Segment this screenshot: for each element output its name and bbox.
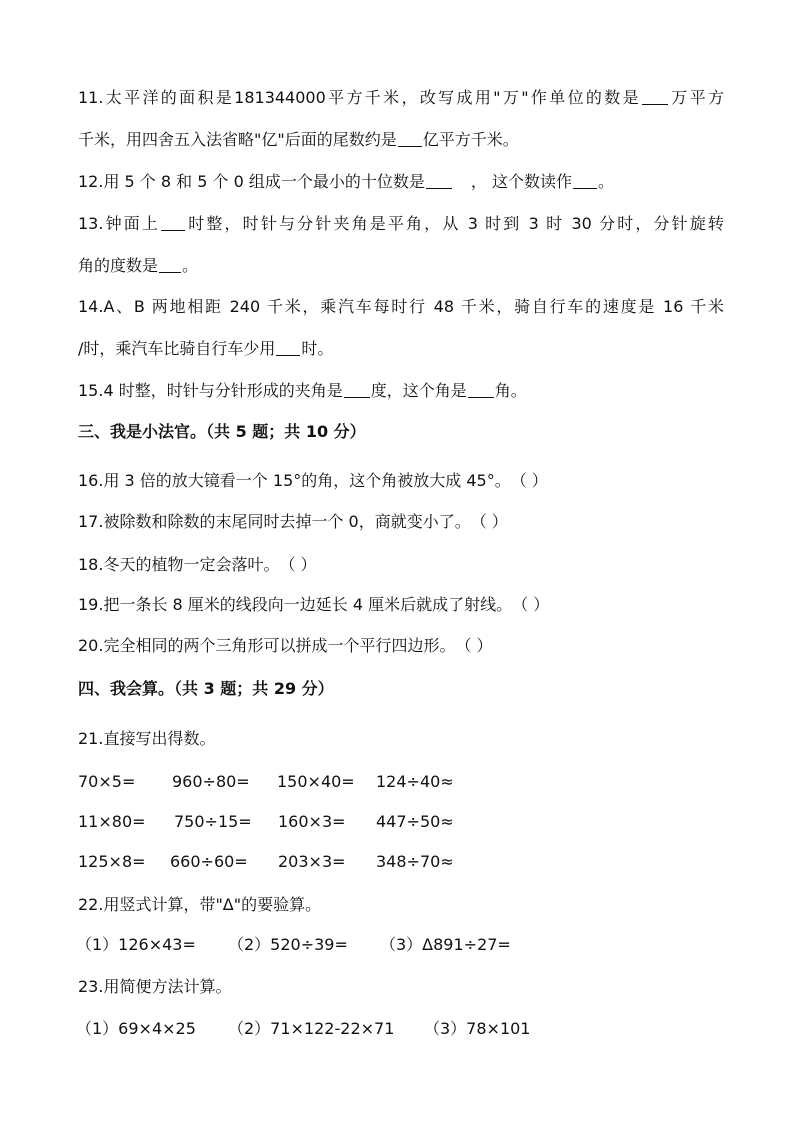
answer-parentheses[interactable]: （ ） [510, 471, 548, 490]
calc-item: 447÷50≈ [376, 812, 454, 831]
answer-blank[interactable] [426, 172, 452, 189]
answer-blank[interactable] [344, 381, 370, 398]
question-23-prompt: 23.用简便方法计算。 [78, 977, 232, 996]
question-18: 18.冬天的植物一定会落叶。（ ） [78, 555, 317, 574]
calc-item: 750÷15= [174, 812, 252, 831]
calc-item: 660÷60= [170, 852, 248, 871]
question-14-line2: /时，乘汽车比骑自行车少用 时。 [78, 339, 334, 358]
question-11-line1: 11.太平洋的面积是181344000平方千米，改写成用"万"作单位的数是 万平方 [78, 88, 724, 107]
question-11-line2: 千米，用四舍五入法省略"亿"后面的尾数约是 亿平方千米。 [78, 130, 519, 149]
answer-blank[interactable] [276, 339, 300, 356]
answer-parentheses[interactable]: （ ） [470, 512, 508, 531]
calc-item: （1）126×43= [76, 935, 196, 954]
answer-blank[interactable] [573, 172, 597, 189]
calc-item: 348÷70≈ [376, 852, 454, 871]
calc-item: （2）520÷39= [228, 935, 348, 954]
calc-item: （3）Δ891÷27= [380, 935, 511, 954]
question-17: 17.被除数和除数的末尾同时去掉一个 0，商就变小了。（ ） [78, 512, 508, 531]
answer-blank[interactable] [642, 88, 668, 105]
section-4-title: 四、我会算。（共 3 题；共 29 分） [78, 679, 334, 698]
answer-blank[interactable] [398, 130, 422, 147]
question-19: 19.把一条长 8 厘米的线段向一边延长 4 厘米后就成了射线。（ ） [78, 595, 550, 614]
answer-blank[interactable] [468, 381, 494, 398]
calc-item: （3）78×101 [424, 1019, 531, 1038]
calc-item: 11×80= [78, 812, 146, 831]
calc-item: （2）71×122-22×71 [228, 1019, 395, 1038]
answer-parentheses[interactable]: （ ） [512, 595, 550, 614]
answer-blank[interactable] [161, 214, 185, 231]
question-22-prompt: 22.用竖式计算，带"Δ"的要验算。 [78, 895, 322, 914]
calc-item: 124÷40≈ [376, 772, 454, 791]
calc-item: 960÷80= [172, 772, 250, 791]
calc-item: 203×3= [278, 852, 346, 871]
question-16: 16.用 3 倍的放大镜看一个 15°的角，这个角被放大成 45°。（ ） [78, 471, 548, 490]
question-13-line1: 13.钟面上 时整，时针与分针夹角是平角，从 3 时到 3 时 30 分时，分针旋转 [78, 214, 724, 233]
calc-item: 70×5= [78, 772, 136, 791]
question-21-prompt: 21.直接写出得数。 [78, 729, 216, 748]
calc-item: （1）69×4×25 [76, 1019, 196, 1038]
question-15: 15.4 时整，时针与分针形成的夹角是 度，这个角是 角。 [78, 381, 527, 400]
calc-item: 125×8= [78, 852, 146, 871]
calc-item: 160×3= [278, 812, 346, 831]
calc-item: 150×40= [277, 772, 355, 791]
question-14-line1: 14.A、B 两地相距 240 千米，乘汽车每时行 48 千米，骑自行车的速度是 16 千米 [78, 297, 724, 316]
answer-parentheses[interactable]: （ ） [279, 555, 317, 574]
section-3-title: 三、我是小法官。（共 5 题；共 10 分） [78, 422, 366, 441]
question-20: 20.完全相同的两个三角形可以拼成一个平行四边形。（ ） [78, 636, 493, 655]
answer-parentheses[interactable]: （ ） [455, 636, 493, 655]
question-12: 12.用 5 个 8 和 5 个 0 组成一个最小的十位数是 ， 这个数读作 。 [78, 172, 614, 191]
question-13-line2: 角的度数是 。 [78, 256, 199, 275]
answer-blank[interactable] [159, 256, 181, 273]
